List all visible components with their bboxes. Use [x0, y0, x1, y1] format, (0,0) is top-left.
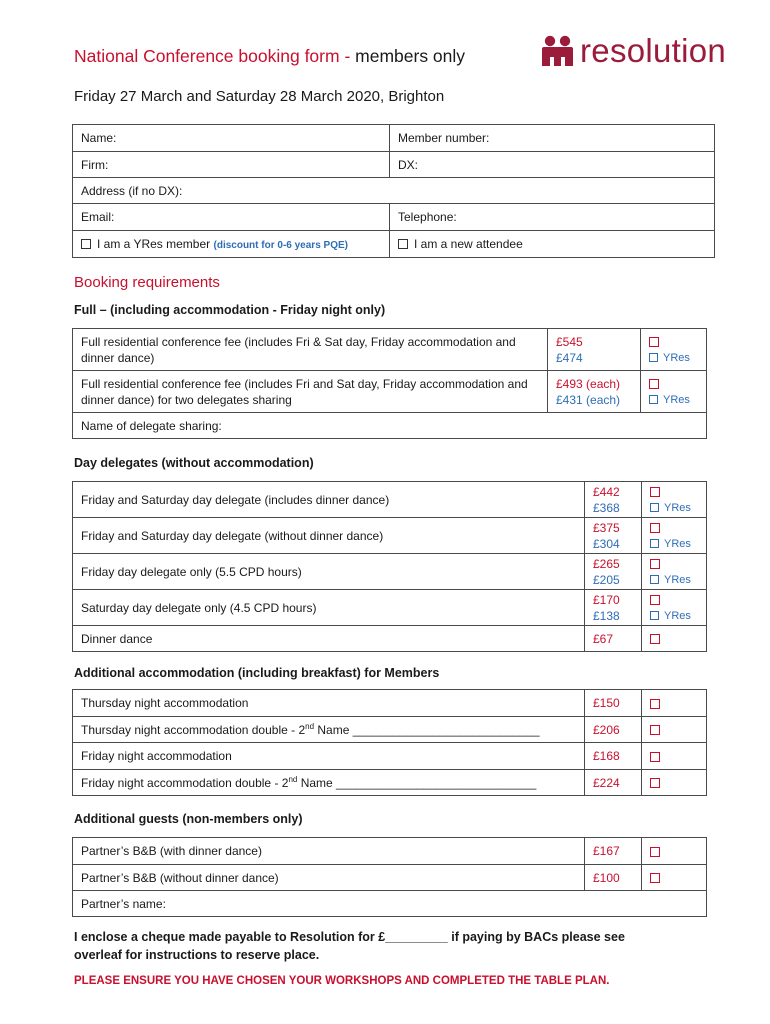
new-attendee-checkbox[interactable] [398, 239, 408, 249]
accommodation-checkbox[interactable] [650, 752, 660, 762]
accommodation-heading: Additional accommodation (including breakfast) for Members [74, 666, 440, 680]
row-price: £224 [585, 770, 642, 796]
email-field[interactable]: Email: [73, 204, 390, 231]
title-separator: - [339, 46, 356, 66]
row-price: £167 [585, 838, 642, 865]
resolution-logo [540, 34, 726, 67]
row-price: £67 [585, 626, 642, 652]
row-checkboxes: YRes [642, 482, 707, 518]
row-description: Friday and Saturday day delegate (without dinner dance) [73, 518, 585, 554]
row-description: Friday night accommodation [73, 743, 585, 770]
accommodation-checkbox[interactable] [650, 778, 660, 788]
telephone-field[interactable]: Telephone: [390, 204, 715, 231]
table-row [73, 482, 707, 518]
guests-heading: Additional guests (non-members only) [74, 812, 303, 826]
row-checkboxes [642, 865, 707, 891]
table-row [73, 554, 707, 590]
row-checkboxes [642, 626, 707, 652]
row-price: £265 £205 [585, 554, 642, 590]
day-delegates-table [72, 481, 707, 652]
row-description: Partner’s B&B (with dinner dance) [73, 838, 585, 865]
row-description: Dinner dance [73, 626, 585, 652]
row-checkboxes: YRes [641, 371, 707, 413]
partner-bb-checkbox[interactable] [650, 847, 660, 857]
row-checkboxes [642, 770, 707, 796]
cheque-instructions: I enclose a cheque made payable to Resolution for £_________ if paying by BACs please see overleaf for instructions to reserve place. [74, 930, 625, 962]
table-row [73, 690, 707, 717]
yres-discount-note: (discount for 0-6 years PQE) [213, 240, 348, 251]
row-checkboxes [642, 690, 707, 717]
table-row [73, 743, 707, 770]
row-price: £168 [585, 743, 642, 770]
table-row [73, 626, 707, 652]
row-price: £150 [585, 690, 642, 717]
address-field[interactable]: Address (if no DX): [73, 178, 715, 204]
row-price: £442 £368 [585, 482, 642, 518]
yres-member-checkbox[interactable] [81, 239, 91, 249]
event-date: Friday 27 March and Saturday 28 March 2020, Brighton [74, 88, 445, 105]
row-checkboxes [642, 717, 707, 743]
row-description: Saturday day delegate only (4.5 CPD hours) [73, 590, 585, 626]
row-description: Full residential conference fee (includes Fri and Sat day, Friday accommodation and dinner dance) for two delegates sharing [73, 371, 548, 413]
partner-bb-checkbox[interactable] [650, 873, 660, 883]
yres-checkbox[interactable] [649, 395, 658, 404]
row-description: Thursday night accommodation double - 2nd Name ____________________________ [73, 717, 585, 743]
accommodation-checkbox[interactable] [650, 699, 660, 709]
page-title [74, 46, 465, 67]
new-attendee-option[interactable]: I am a new attendee [390, 231, 715, 258]
row-checkboxes: YRes [641, 329, 707, 371]
accommodation-table [72, 689, 707, 796]
full-sharing-checkbox[interactable] [649, 379, 659, 389]
dx-field[interactable]: DX: [390, 152, 715, 178]
row-description: Partner’s B&B (without dinner dance) [73, 865, 585, 891]
full-heading: Full – (including accommodation - Friday night only) [74, 303, 386, 317]
table-row [73, 371, 707, 413]
row-description: Friday day delegate only (5.5 CPD hours) [73, 554, 585, 590]
accommodation-checkbox[interactable] [650, 725, 660, 735]
row-checkboxes: YRes [642, 554, 707, 590]
row-description: Friday night accommodation double - 2nd Name ______________________________ [73, 770, 585, 796]
day-delegate-checkbox[interactable] [650, 595, 660, 605]
table-row [73, 590, 707, 626]
firm-field[interactable]: Firm: [73, 152, 390, 178]
full-residential-checkbox[interactable] [649, 337, 659, 347]
delegate-sharing-name-field[interactable]: Name of delegate sharing: [73, 413, 707, 439]
row-checkboxes [642, 743, 707, 770]
row-description: Full residential conference fee (includes Fri & Sat day, Friday accommodation and dinner dance) [73, 329, 548, 371]
day-delegates-heading: Day delegates (without accommodation) [74, 456, 314, 470]
day-delegate-checkbox[interactable] [650, 523, 660, 533]
yres-member-option[interactable]: I am a YRes member (discount for 0-6 years PQE) [73, 231, 390, 258]
member-number-field[interactable]: Member number: [390, 125, 715, 152]
table-row [73, 329, 707, 371]
full-booking-table [72, 328, 707, 439]
day-delegate-checkbox[interactable] [650, 487, 660, 497]
day-delegate-checkbox[interactable] [650, 559, 660, 569]
guests-table [72, 837, 707, 917]
table-row [73, 838, 707, 865]
yres-checkbox[interactable] [650, 575, 659, 584]
row-price: £375 £304 [585, 518, 642, 554]
table-row [73, 717, 707, 743]
title-suffix: members only [355, 46, 466, 66]
logo-wordmark: resolution [580, 32, 727, 69]
dinner-dance-checkbox[interactable] [650, 634, 660, 644]
row-checkboxes [642, 838, 707, 865]
row-price: £493 (each) £431 (each) [548, 371, 641, 413]
row-price: £206 [585, 717, 642, 743]
details-table [72, 124, 715, 258]
row-checkboxes: YRes [642, 518, 707, 554]
row-description: Friday and Saturday day delegate (includes dinner dance) [73, 482, 585, 518]
workshops-warning: PLEASE ENSURE YOU HAVE CHOSEN YOUR WORKSHOPS AND COMPLETED THE TABLE PLAN. [74, 975, 610, 987]
row-checkboxes: YRes [642, 590, 707, 626]
row-price: £170 £138 [585, 590, 642, 626]
partner-name-field[interactable]: Partner’s name: [73, 891, 707, 917]
table-row [73, 770, 707, 796]
name-field[interactable]: Name: [73, 125, 390, 152]
row-price: £545 £474 [548, 329, 641, 371]
yres-checkbox[interactable] [649, 353, 658, 362]
row-description: Thursday night accommodation [73, 690, 585, 717]
yres-checkbox[interactable] [650, 503, 659, 512]
yres-checkbox[interactable] [650, 539, 659, 548]
table-row [73, 865, 707, 891]
table-row [73, 518, 707, 554]
row-price: £100 [585, 865, 642, 891]
logo-figures-icon [540, 35, 575, 67]
booking-requirements-heading: Booking requirements [74, 274, 220, 291]
yres-checkbox[interactable] [650, 611, 659, 620]
title-main: National Conference booking form [74, 46, 340, 66]
